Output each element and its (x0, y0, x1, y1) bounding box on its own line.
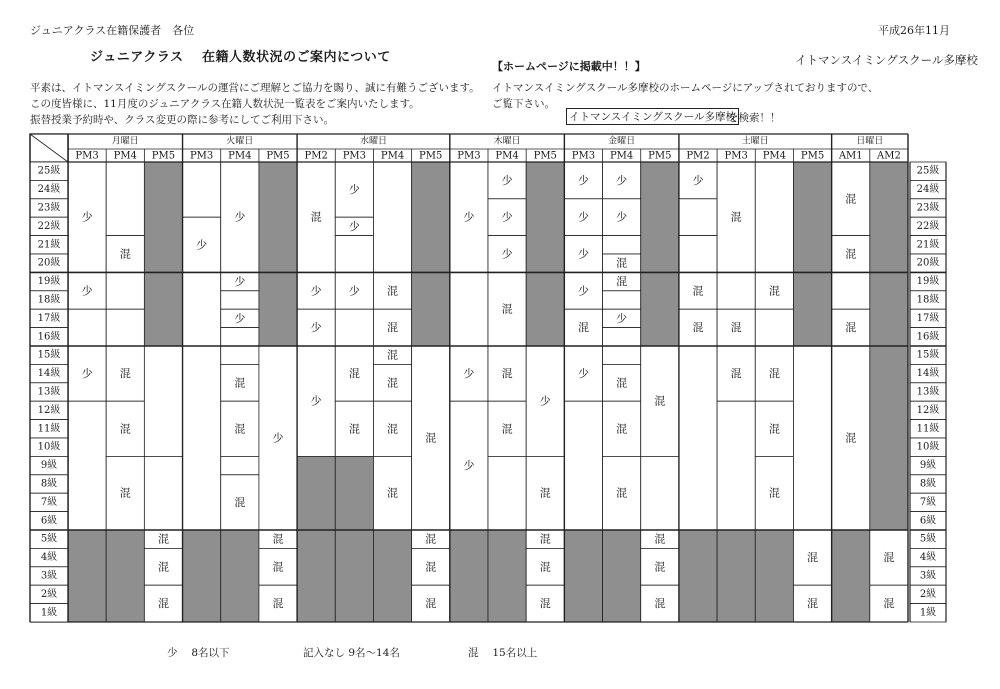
status-label: 混 (654, 532, 666, 546)
page-title: ジュニアクラス 在籍人数状況のご案内について (90, 50, 391, 65)
status-cell (68, 401, 106, 530)
intro-line-3: 振替授業予約時や、クラス変更の際に参考にしてご利用下さい。 (30, 114, 334, 126)
grade-label-right: 13級 (916, 386, 940, 398)
grade-label-right: 22級 (916, 220, 940, 232)
status-cell (717, 401, 755, 530)
status-cell (221, 291, 259, 309)
status-label: 混 (539, 532, 551, 546)
slot-header: PM4 (228, 150, 252, 162)
status-cell (603, 346, 641, 364)
status-label: 混 (807, 551, 819, 565)
status-label: 少 (577, 367, 589, 381)
status-label: 少 (501, 247, 513, 261)
status-cell (755, 309, 793, 346)
grade-label-right: 16級 (916, 331, 940, 343)
slot-header: AM2 (876, 150, 901, 162)
grade-label-left: 14級 (37, 368, 61, 380)
status-cell (221, 456, 259, 474)
status-cell (106, 309, 144, 346)
slot-header: PM5 (648, 150, 672, 162)
day-header: 金曜日 (608, 136, 636, 147)
status-label: 少 (539, 394, 551, 408)
status-label: 混 (157, 560, 169, 574)
slot-header: PM3 (189, 150, 214, 162)
status-cell (259, 162, 297, 346)
day-header: 月曜日 (111, 136, 139, 147)
grade-label-right: 18級 (916, 294, 940, 306)
status-label: 少 (463, 210, 475, 224)
status-label: 少 (577, 173, 589, 187)
status-cell (755, 162, 793, 272)
status-cell (793, 162, 831, 346)
status-label: 混 (501, 302, 513, 316)
status-label: 混 (730, 367, 742, 381)
grade-label-left: 9級 (40, 460, 58, 472)
grade-label-left: 3級 (40, 570, 58, 582)
status-label: 混 (845, 192, 857, 206)
status-label: 混 (616, 422, 628, 436)
status-label: 混 (348, 422, 360, 436)
status-label: 少 (577, 210, 589, 224)
legend-mixed: 混 15名以上 (468, 647, 538, 659)
status-label: 混 (654, 560, 666, 574)
status-label: 少 (196, 238, 208, 252)
legend-none: 記入なし 9名～14名 (303, 647, 400, 659)
status-label: 混 (768, 486, 780, 500)
status-label: 混 (768, 422, 780, 436)
status-label: 少 (501, 173, 513, 187)
grade-label-left: 12級 (37, 404, 61, 416)
slot-header: PM3 (75, 150, 99, 162)
day-header: 日曜日 (856, 136, 884, 147)
grade-label-left: 15級 (37, 349, 61, 361)
status-cell (183, 346, 221, 530)
grade-label-left: 25級 (37, 165, 61, 177)
status-label: 少 (234, 210, 246, 224)
status-label: 混 (425, 532, 437, 546)
addressee: ジュニアクラス在籍保護者 各位 (30, 24, 195, 37)
status-cell (450, 530, 488, 622)
status-cell (832, 530, 870, 622)
status-label: 少 (577, 284, 589, 298)
grade-label-right: 7級 (919, 496, 937, 508)
status-label: 混 (157, 532, 169, 546)
status-label: 少 (463, 459, 475, 473)
grade-label-right: 12級 (916, 404, 940, 416)
grade-label-right: 14級 (916, 368, 940, 380)
grade-label-left: 20級 (37, 257, 61, 269)
day-header: 火曜日 (226, 136, 254, 147)
status-label: 混 (768, 367, 780, 381)
status-label: 少 (234, 275, 246, 289)
status-cell (603, 291, 641, 309)
status-cell (679, 530, 717, 622)
status-label: 少 (463, 367, 475, 381)
slot-header: PM3 (457, 150, 481, 162)
status-cell (68, 530, 106, 622)
status-cell (679, 236, 717, 273)
status-label: 混 (692, 284, 704, 298)
slot-header: PM4 (609, 150, 634, 162)
slot-header: PM2 (304, 150, 328, 162)
status-label: 混 (501, 422, 513, 436)
status-label: 混 (425, 431, 437, 445)
status-cell (373, 530, 411, 622)
status-label: 混 (425, 597, 437, 611)
slot-header: PM5 (266, 150, 290, 162)
day-header: 土曜日 (741, 136, 769, 147)
status-label: 少 (577, 247, 589, 261)
grade-label-left: 23級 (37, 202, 61, 214)
status-label: 少 (616, 173, 628, 187)
status-cell (106, 272, 144, 309)
day-header: 木曜日 (493, 136, 521, 147)
status-label: 少 (616, 210, 628, 224)
status-cell (603, 530, 641, 622)
slot-header: PM3 (724, 150, 748, 162)
grade-label-right: 4級 (919, 552, 937, 564)
grade-label-right: 10級 (916, 441, 940, 453)
status-label: 少 (616, 311, 628, 325)
status-cell (488, 456, 526, 530)
status-cell (755, 530, 793, 622)
grade-label-left: 16級 (37, 331, 61, 343)
status-label: 少 (272, 431, 284, 445)
status-label: 少 (310, 284, 322, 298)
grade-label-left: 19級 (37, 276, 61, 288)
status-cell (373, 162, 411, 272)
search-keyword-box: イトマンスイミングスクール多摩校 (566, 108, 739, 125)
legend-few: 少 8名以下 (167, 647, 230, 659)
status-cell (832, 272, 870, 309)
status-cell (106, 530, 144, 622)
grade-label-right: 21級 (916, 239, 940, 251)
status-cell (297, 530, 335, 622)
grade-label-left: 4級 (40, 552, 58, 564)
grade-label-right: 24級 (916, 184, 940, 196)
status-label: 混 (119, 486, 131, 500)
grade-label-left: 6級 (40, 515, 58, 527)
status-label: 混 (157, 597, 169, 611)
slot-header: PM5 (419, 150, 443, 162)
status-cell (335, 456, 373, 530)
status-label: 混 (616, 376, 628, 390)
slot-header: PM5 (800, 150, 825, 162)
status-label: 少 (310, 394, 322, 408)
status-label: 少 (81, 284, 93, 298)
status-label: 少 (81, 367, 93, 381)
grade-label-right: 3級 (919, 570, 937, 582)
slot-header: PM3 (342, 150, 367, 162)
status-label: 混 (539, 597, 551, 611)
status-label: 混 (730, 210, 742, 224)
status-cell (717, 530, 755, 622)
grade-label-right: 6級 (919, 515, 937, 527)
slot-header: AM1 (838, 150, 863, 162)
grade-label-left: 2級 (40, 588, 58, 600)
status-label: 混 (539, 560, 551, 574)
status-label: 混 (387, 486, 399, 500)
status-cell (68, 309, 106, 346)
homepage-line-2: ご覧下さい。 (492, 98, 555, 110)
status-cell (106, 162, 144, 236)
grade-label-right: 1級 (919, 607, 937, 619)
grade-label-left: 1級 (40, 607, 58, 619)
intro-line-2: この度皆様に、11月度のジュニアクラス在籍人数状況一覧表をご案内いたします。 (30, 98, 420, 110)
slot-header: PM4 (762, 150, 787, 162)
status-label: 混 (845, 247, 857, 261)
grade-label-left: 21級 (37, 239, 61, 251)
status-label: 混 (616, 486, 628, 500)
grade-label-right: 20級 (916, 257, 940, 269)
status-cell (679, 346, 717, 530)
status-label: 混 (234, 376, 246, 390)
grade-label-right: 8級 (919, 478, 937, 490)
status-cell (221, 328, 259, 346)
school-name: イトマンスイミングスクール多摩校 (795, 53, 978, 67)
grade-label-left: 5級 (40, 533, 58, 545)
status-label: 少 (234, 311, 246, 325)
status-label: 混 (119, 367, 131, 381)
status-label: 混 (768, 284, 780, 298)
status-label: 混 (807, 597, 819, 611)
status-cell (412, 162, 450, 346)
status-cell (526, 162, 564, 346)
status-label: 混 (616, 256, 628, 270)
grade-label-right: 15級 (916, 349, 940, 361)
status-label: 少 (81, 210, 93, 224)
grade-label-right: 5級 (919, 533, 937, 545)
status-label: 混 (501, 367, 513, 381)
grade-label-right: 17級 (916, 312, 940, 324)
status-cell (335, 530, 373, 622)
status-label: 混 (654, 394, 666, 408)
status-label: 混 (272, 560, 284, 574)
status-label: 混 (119, 422, 131, 436)
grade-label-left: 11級 (37, 423, 61, 435)
status-cell (564, 530, 602, 622)
grade-label-right: 11級 (916, 423, 940, 435)
status-cell (221, 530, 259, 622)
slot-header: PM4 (113, 150, 137, 162)
status-label: 混 (845, 431, 857, 445)
status-label: 混 (348, 367, 360, 381)
status-label: 少 (348, 284, 360, 298)
status-label: 混 (387, 422, 399, 436)
slot-header: PM4 (380, 150, 405, 162)
grade-label-left: 8級 (40, 478, 58, 490)
status-label: 少 (501, 210, 513, 224)
status-cell (144, 456, 182, 530)
status-label: 混 (616, 275, 628, 289)
status-label: 混 (883, 597, 895, 611)
status-cell (793, 346, 831, 530)
status-label: 少 (348, 219, 360, 233)
slot-header: PM3 (571, 150, 596, 162)
status-label: 混 (387, 348, 399, 362)
status-cell (144, 346, 182, 456)
slot-header: PM4 (495, 150, 519, 162)
status-cell (335, 236, 373, 273)
grade-label-left: 22級 (37, 220, 61, 232)
homepage-notice: 【ホームページに掲載中！！】 (492, 60, 646, 73)
status-cell (641, 456, 679, 530)
slot-header: PM5 (151, 150, 176, 162)
status-cell (183, 530, 221, 622)
grade-label-left: 7級 (40, 496, 58, 508)
grade-label-right: 25級 (916, 165, 940, 177)
grade-label-left: 10級 (37, 441, 61, 453)
status-label: 混 (425, 560, 437, 574)
grade-label-right: 19級 (916, 276, 940, 288)
status-label: 混 (692, 321, 704, 335)
status-label: 混 (654, 597, 666, 611)
slot-header: PM2 (686, 150, 710, 162)
issue-date: 平成26年11月 (878, 24, 950, 37)
grade-label-right: 2級 (919, 588, 937, 600)
status-cell (603, 236, 641, 254)
status-label: 混 (272, 532, 284, 546)
status-cell (335, 309, 373, 346)
status-label: 少 (692, 173, 704, 187)
status-label: 少 (310, 321, 322, 335)
status-label: 混 (730, 321, 742, 335)
grade-label-left: 18級 (37, 294, 61, 306)
status-label: 混 (387, 284, 399, 298)
search-instruction: を検索！！ (728, 112, 781, 124)
homepage-line-1: イトマンスイミングスクール多摩校のホームページにアップされておりますので、 (492, 82, 879, 94)
status-label: 混 (310, 210, 322, 224)
status-cell (144, 162, 182, 346)
status-label: 混 (883, 551, 895, 565)
status-label: 混 (119, 247, 131, 261)
status-label: 少 (348, 183, 360, 197)
status-cell (679, 199, 717, 236)
day-header: 水曜日 (359, 136, 387, 147)
status-label: 混 (234, 422, 246, 436)
status-cell (297, 456, 335, 530)
status-cell (603, 328, 641, 346)
status-cell (183, 162, 221, 217)
status-label: 混 (577, 321, 589, 335)
grade-label-right: 9級 (919, 460, 937, 472)
grade-label-right: 23級 (916, 202, 940, 214)
status-cell (183, 272, 221, 346)
status-label: 混 (234, 495, 246, 509)
status-cell (717, 272, 755, 309)
status-cell (564, 401, 602, 530)
slot-header: PM5 (533, 150, 557, 162)
status-label: 混 (387, 376, 399, 390)
status-cell (221, 346, 259, 364)
intro-line-1: 平素は、イトマンスイミングスクールの運営にご理解とご協力を賜り、誠に有難うございます。 (30, 82, 480, 94)
status-cell (488, 530, 526, 622)
status-cell (641, 162, 679, 346)
grade-label-left: 24級 (37, 184, 61, 196)
status-label: 混 (845, 321, 857, 335)
status-label: 混 (539, 486, 551, 500)
status-label: 混 (272, 597, 284, 611)
grade-label-left: 17級 (37, 312, 61, 324)
status-cell (450, 272, 488, 346)
grade-label-left: 13級 (37, 386, 61, 398)
status-label: 混 (387, 321, 399, 335)
